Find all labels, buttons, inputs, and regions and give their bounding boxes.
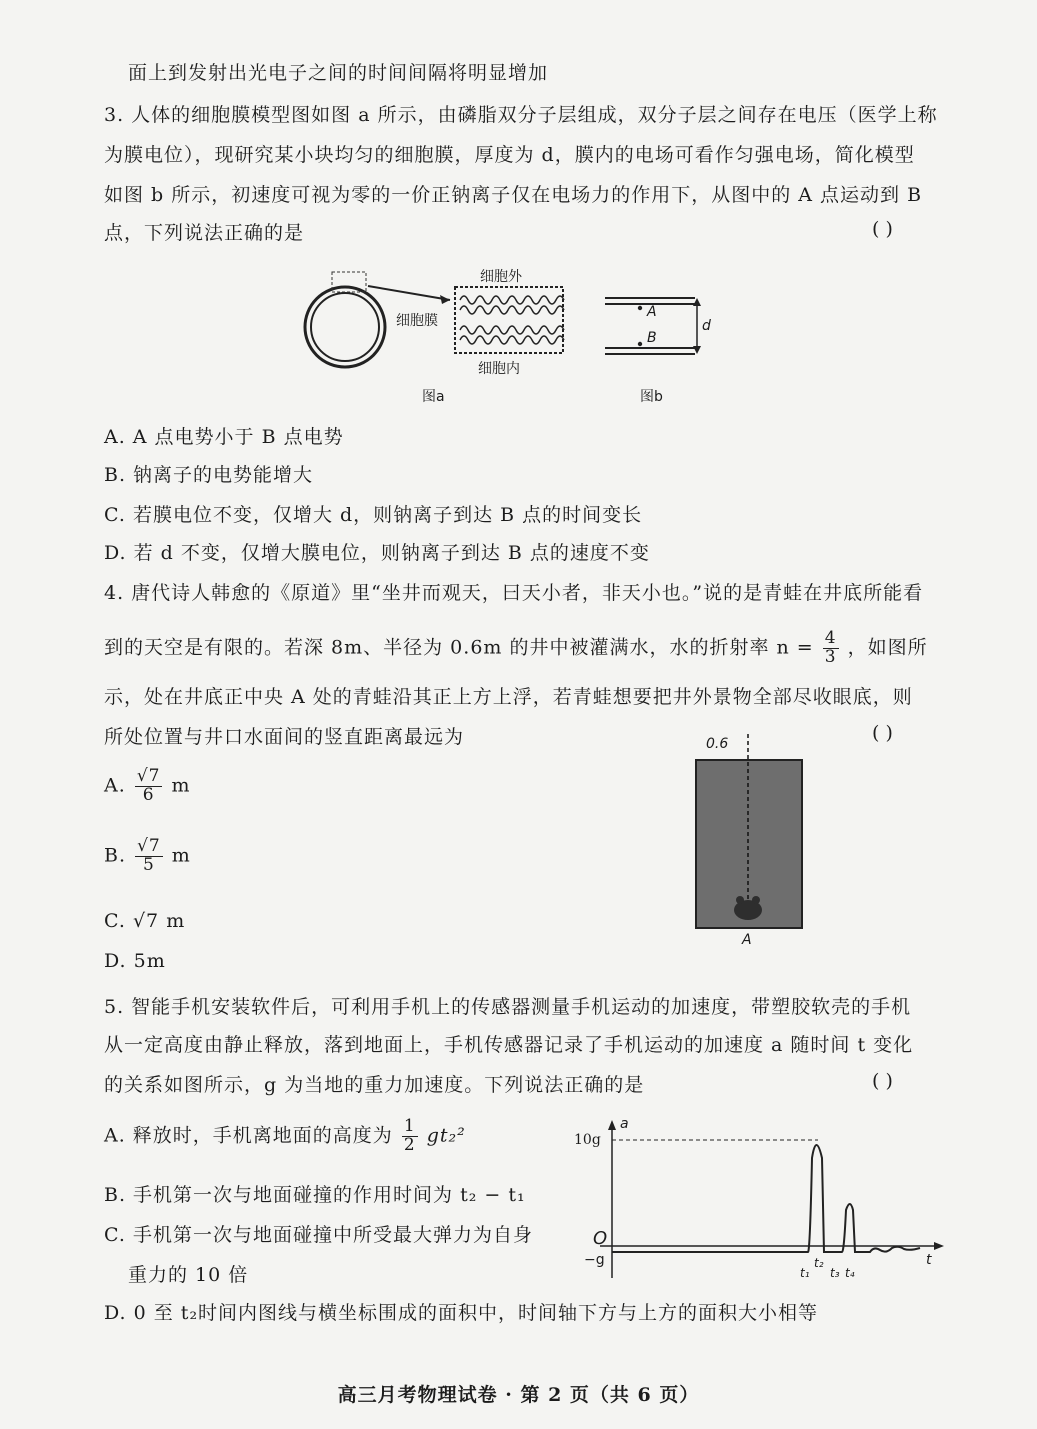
q5-line-1: 5. 智能手机安装软件后，可利用手机上的传感器测量手机运动的加速度，带塑胶软壳的手机: [104, 996, 912, 1018]
q5-option-c-line-1: C. 手机第一次与地面碰撞中所受最大弹力为自身: [104, 1224, 533, 1246]
q3-line-2: 为膜电位），现研究某小块均匀的细胞膜，厚度为 d，膜内的电场可看作匀强电场，简化模型: [104, 144, 915, 166]
option-text: 5m: [133, 950, 166, 972]
graph-x-axis-label: t: [926, 1252, 932, 1268]
option-label: C.: [104, 910, 126, 932]
q3-figure-a: [300, 262, 590, 407]
fraction-numerator: 4: [824, 628, 837, 648]
q4-line-2: [104, 630, 928, 667]
graph-origin-label: O: [593, 1228, 608, 1249]
q5-line-2: 从一定高度由静止释放，落到地面上，手机传感器记录了手机运动的加速度 a 随时间 t 变化: [104, 1034, 914, 1056]
option-label: A.: [104, 774, 126, 797]
graph-neg-g-label: −g: [584, 1252, 605, 1268]
option-a-fraction: [135, 768, 163, 805]
fig-b-caption: 图b: [640, 389, 663, 405]
fraction-denominator: 6: [142, 784, 155, 805]
graph-t3-label: t₃: [830, 1266, 840, 1280]
option-a-expression: gt₂²: [426, 1124, 466, 1147]
option-unit: m: [171, 844, 191, 867]
q5-option-c-line-2: 重力的 10 倍: [128, 1264, 249, 1286]
graph-t1-label: t₁: [800, 1266, 810, 1280]
q3-option-d: D. 若 d 不变，仅增大膜电位，则钠离子到达 B 点的速度不变: [104, 542, 650, 564]
fraction-numerator: √7: [137, 836, 161, 856]
q3-line-3: 如图 b 所示，初速度可视为零的一价正钠离子仅在电场力的作用下，从图中的 A 点运动到 B: [104, 184, 923, 206]
fig-b-label-a: A: [647, 304, 657, 320]
fig-b-label-b: B: [647, 330, 657, 346]
q4-option-c: [104, 910, 185, 932]
q3-option-b: B. 钠离子的电势能增大: [104, 464, 314, 486]
q5-option-a: [104, 1118, 466, 1155]
well-point-a-label: A: [742, 932, 752, 948]
q5-option-b: B. 手机第一次与地面碰撞的作用时间为 t₂ − t₁: [104, 1184, 526, 1206]
q4-line-1: 4. 唐代诗人韩愈的《原道》里“坐井而观天，曰天小者，非天小也。”说的是青蛙在井底所能看: [104, 582, 924, 604]
fig-a-caption: 图a: [422, 389, 445, 405]
q4-answer-paren: ( ): [872, 722, 893, 744]
option-label: B.: [104, 844, 127, 867]
q4-line-2-end: ，如图所: [847, 636, 928, 659]
graph-y-axis-label: a: [620, 1116, 629, 1132]
q4-option-a: [104, 768, 191, 805]
q4-line-4: 所处位置与井口水面间的竖直距离最远为: [104, 726, 465, 748]
q3-line-1: 3. 人体的细胞膜模型图如图 a 所示，由磷脂双分子层组成，双分子层之间存在电压（医学上称: [104, 104, 938, 126]
continued-text: 面上到发射出光电子之间的时间间隔将明显增加: [128, 62, 549, 84]
q3-answer-paren: ( ): [872, 218, 893, 240]
fig-a-outside-label: 细胞外: [480, 269, 522, 285]
q5-option-d: D. 0 至 t₂时间内图线与横坐标围成的面积中，时间轴下方与上方的面积大小相等: [104, 1302, 819, 1324]
q4-line-2-text: 到的天空是有限的。若深 8m、半径为 0.6m 的井中被灌满水，水的折射率 n =: [104, 636, 814, 659]
option-text: √7 m: [132, 910, 186, 932]
fraction-numerator: 1: [403, 1116, 416, 1136]
fraction-numerator: √7: [136, 766, 161, 786]
q5-line-3: 的关系如图所示，g 为当地的重力加速度。下列说法正确的是: [104, 1074, 645, 1096]
graph-t4-label: t₄: [845, 1266, 855, 1280]
q3-option-c: C. 若膜电位不变，仅增大 d，则钠离子到达 B 点的时间变长: [104, 504, 643, 526]
q4-well-figure: [690, 730, 810, 950]
q5-answer-paren: ( ): [872, 1070, 893, 1092]
q4-option-b: [104, 838, 191, 875]
option-a-fraction: [402, 1118, 418, 1155]
option-unit: m: [171, 774, 191, 797]
option-a-text: A. 释放时，手机离地面的高度为: [104, 1124, 393, 1147]
q5-acceleration-graph: [570, 1118, 950, 1288]
q4-line-3: 示，处在井底正中央 A 处的青蛙沿其正上方上浮，若青蛙想要把井外景物全部尽收眼底，则: [104, 686, 913, 708]
option-b-fraction: [135, 838, 163, 875]
fig-b-label-d: d: [702, 318, 711, 334]
page-footer: 高三月考物理试卷 · 第 2 页（共 6 页）: [337, 1384, 700, 1406]
graph-t2-label: t₂: [814, 1256, 824, 1270]
q3-option-a: A. A 点电势小于 B 点电势: [104, 426, 344, 448]
option-label: D.: [104, 950, 127, 972]
fig-a-inside-label: 细胞内: [478, 361, 520, 377]
q3-line-4: 点，下列说法正确的是: [104, 222, 305, 244]
q4-option-d: [104, 950, 166, 972]
refractive-index-fraction: [823, 630, 839, 667]
graph-y-10g-label: 10g: [574, 1132, 601, 1148]
well-top-note: 0.6: [706, 736, 729, 752]
fraction-denominator: 3: [824, 646, 837, 667]
fraction-denominator: 2: [403, 1134, 416, 1155]
fig-a-membrane-label: 细胞膜: [396, 313, 438, 329]
fraction-denominator: 5: [142, 854, 155, 875]
